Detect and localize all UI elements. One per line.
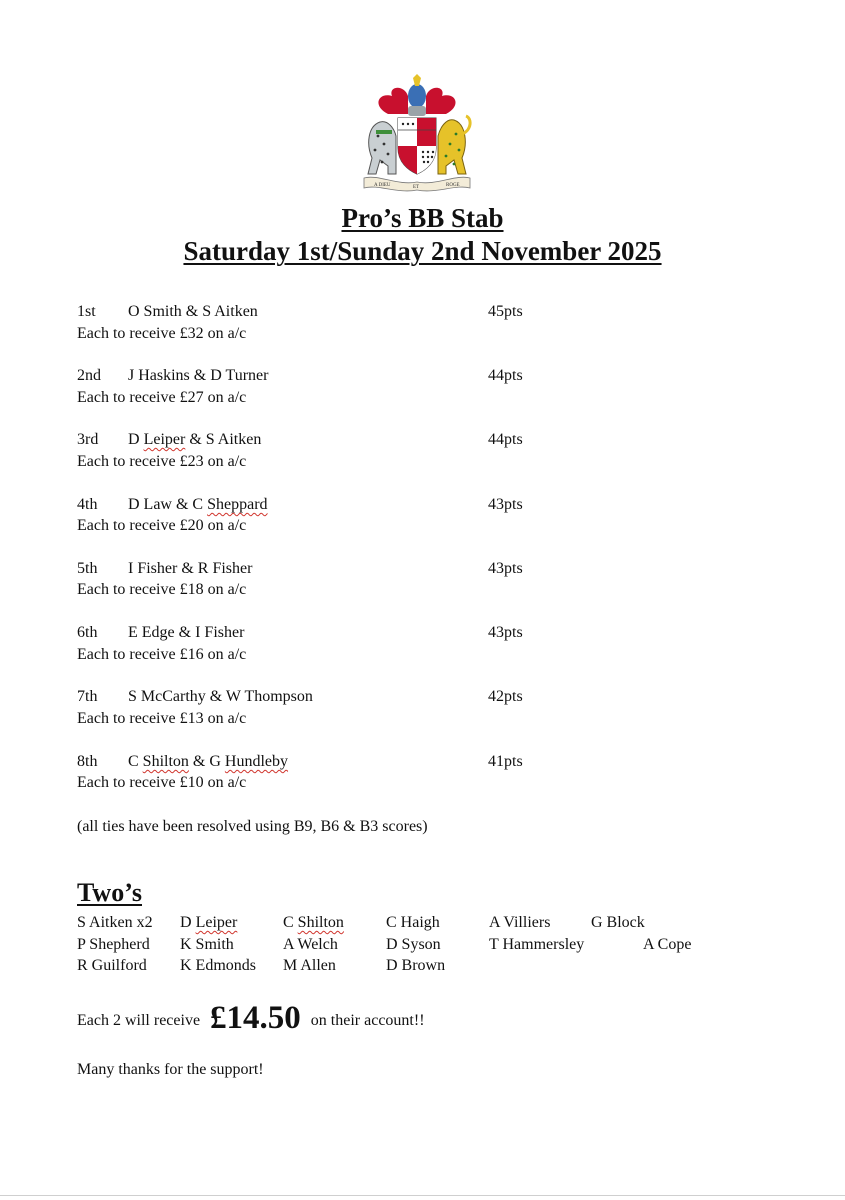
result-names: E Edge & I Fisher — [128, 624, 245, 641]
crest-top — [413, 74, 421, 86]
result-points: 45pts — [488, 303, 523, 320]
payout-suffix: on their account!! — [310, 1012, 425, 1029]
result-points: 43pts — [488, 624, 523, 641]
twos-player: D Syson — [386, 936, 441, 953]
result-position: 7th — [77, 688, 98, 705]
thanks-note: Many thanks for the support! — [77, 1061, 264, 1078]
payout-line — [77, 1000, 425, 1037]
twos-player: G Block — [591, 914, 645, 931]
result-receive: Each to receive £27 on a/c — [77, 389, 247, 406]
result-receive: Each to receive £32 on a/c — [77, 325, 247, 342]
helmet — [408, 106, 426, 116]
crest-helm — [408, 84, 426, 108]
twos-player: C Shilton — [283, 914, 344, 931]
result-points: 44pts — [488, 367, 523, 384]
mantling-right — [426, 88, 456, 114]
result-receive: Each to receive £18 on a/c — [77, 581, 247, 598]
result-position: 8th — [77, 753, 98, 770]
twos-player: D Leiper — [180, 914, 238, 931]
twos-player: A Welch — [283, 936, 338, 953]
supporter-right-leopard — [438, 120, 466, 174]
payout-prefix: Each 2 will receive — [77, 1012, 201, 1029]
shield-quarter-tl — [398, 118, 417, 146]
result-position: 5th — [77, 560, 98, 577]
mantling-left — [378, 88, 408, 114]
result-receive: Each to receive £20 on a/c — [77, 517, 247, 534]
result-names: J Haskins & D Turner — [128, 367, 269, 384]
result-names: I Fisher & R Fisher — [128, 560, 253, 577]
motto-left: A DIEU — [374, 183, 391, 188]
twos-player: S Aitken x2 — [77, 914, 153, 931]
result-points: 43pts — [488, 496, 523, 513]
result-receive: Each to receive £16 on a/c — [77, 646, 247, 663]
supporter-left-dog — [368, 122, 396, 174]
result-points: 43pts — [488, 560, 523, 577]
page-title: Pro’s BB Stab — [341, 203, 504, 233]
result-names: C Shilton & G Hundleby — [128, 753, 289, 770]
result-receive: Each to receive £10 on a/c — [77, 774, 247, 791]
twos-player: T Hammersley — [489, 936, 585, 953]
payout-amount: £14.50 — [210, 1000, 301, 1036]
result-receive: Each to receive £13 on a/c — [77, 710, 247, 727]
twos-player: A Cope — [643, 936, 692, 953]
result-receive: Each to receive £23 on a/c — [77, 453, 247, 470]
twos-player: A Villiers — [489, 914, 551, 931]
twos-player: M Allen — [283, 957, 336, 974]
result-position: 3rd — [77, 431, 99, 448]
result-names: D Leiper & S Aitken — [128, 431, 262, 448]
result-points: 42pts — [488, 688, 523, 705]
result-points: 41pts — [488, 753, 523, 770]
result-position: 1st — [77, 303, 96, 320]
shield-quarter-tr — [417, 118, 436, 146]
result-position: 4th — [77, 496, 98, 513]
page-subtitle-date: Saturday 1st/Sunday 2nd November 2025 — [183, 236, 662, 266]
motto-right: ROGE — [446, 183, 460, 188]
twos-player: C Haigh — [386, 914, 440, 931]
result-names: O Smith & S Aitken — [128, 303, 258, 320]
result-position: 2nd — [77, 367, 101, 384]
ties-note: (all ties have been resolved using B9, B6 & B3 scores) — [77, 818, 428, 835]
twos-player: D Brown — [386, 957, 446, 974]
club-crest-logo — [358, 74, 476, 194]
twos-player: P Shepherd — [77, 936, 150, 953]
result-names: D Law & C Sheppard — [128, 496, 268, 513]
supporter-left-collar — [376, 130, 392, 134]
twos-player: K Smith — [180, 936, 234, 953]
result-points: 44pts — [488, 431, 523, 448]
twos-player: R Guilford — [77, 957, 147, 974]
twos-heading: Two’s — [77, 878, 142, 907]
twos-player: K Edmonds — [180, 957, 256, 974]
result-position: 6th — [77, 624, 98, 641]
page-bottom-edge — [0, 1195, 845, 1196]
motto-mid: ET — [413, 185, 420, 190]
result-names: S McCarthy & W Thompson — [128, 688, 313, 705]
